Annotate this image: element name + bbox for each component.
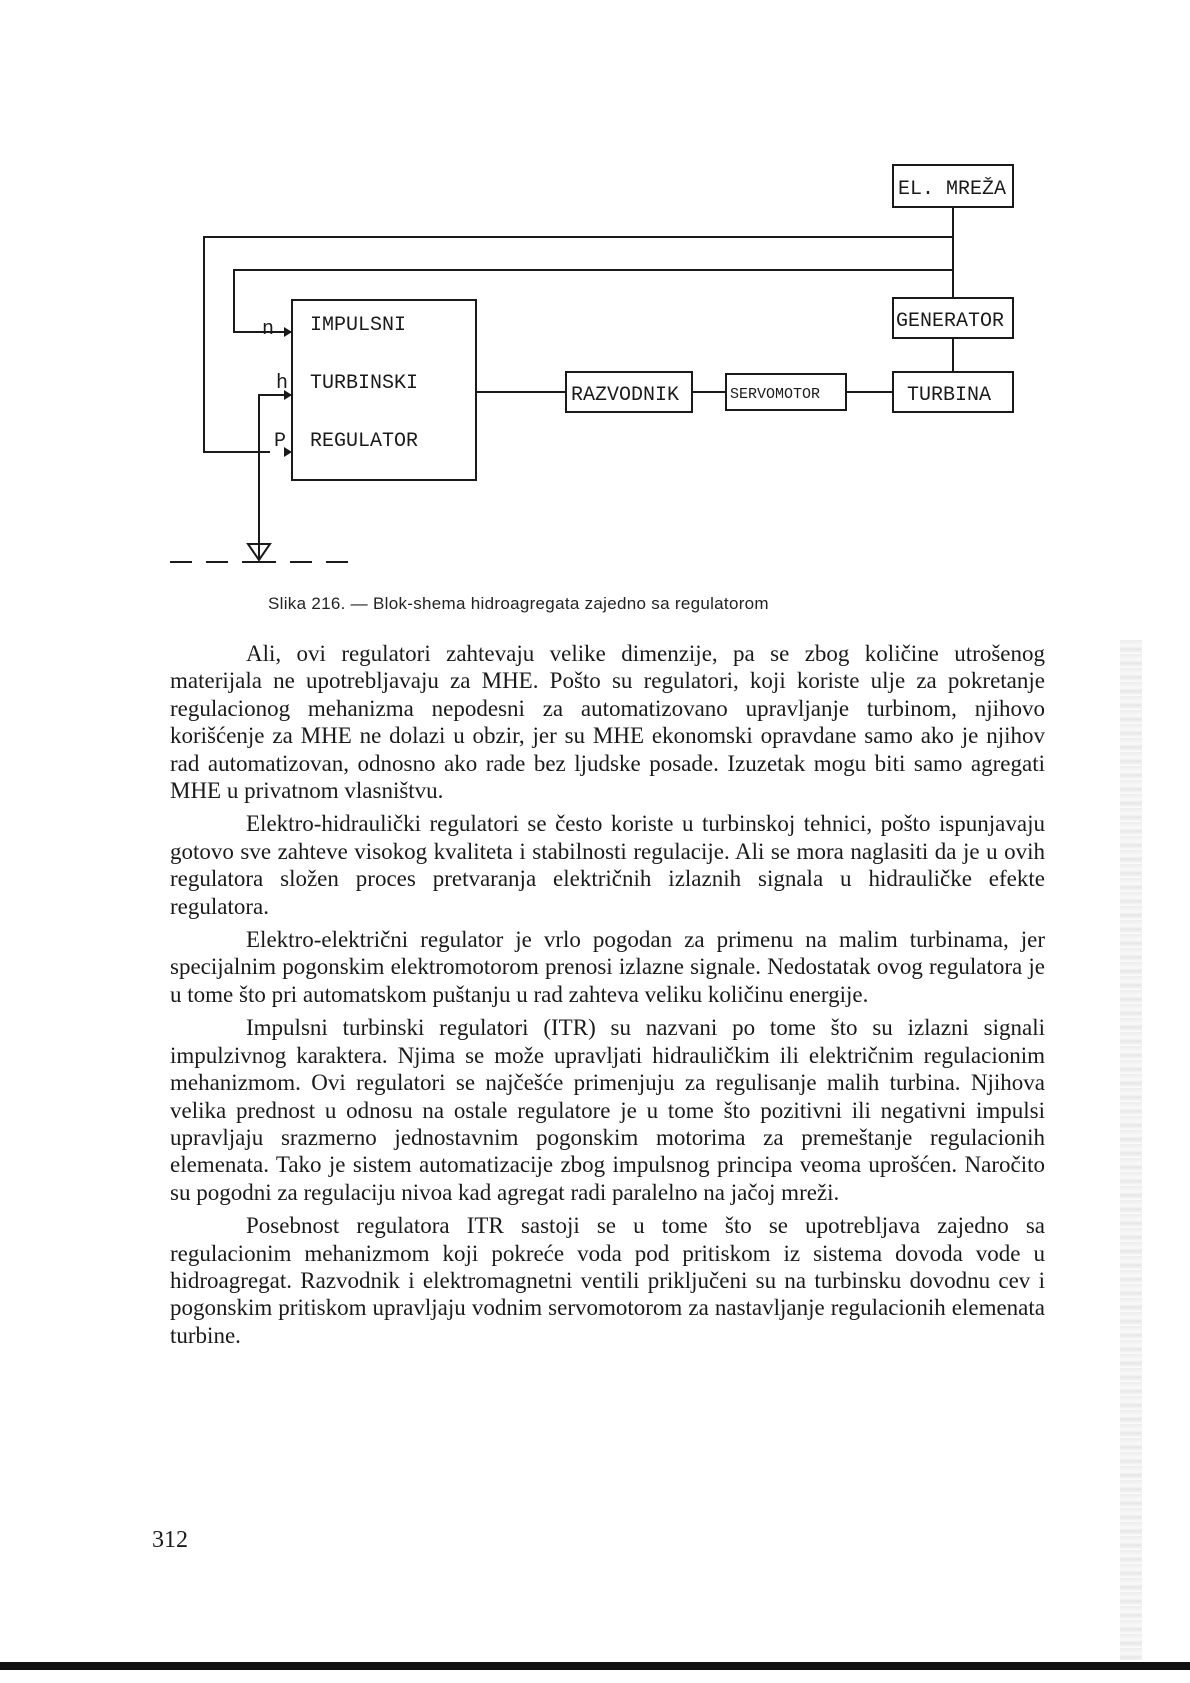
regulator-label-1: IMPULSNI <box>310 314 407 337</box>
page-number: 312 <box>152 1527 188 1553</box>
distributor-label: RAZVODNIK <box>571 384 680 407</box>
turbine-block <box>893 372 1013 412</box>
scan-edge-shadow <box>1120 640 1142 1660</box>
block-diagram <box>0 0 1190 590</box>
input-n-label: n <box>262 318 275 341</box>
input-p-label: P <box>274 430 287 453</box>
turbine-label: TURBINA <box>907 384 992 407</box>
scan-bottom-border <box>0 1662 1190 1670</box>
figure-caption: Slika 216. — Blok-shema hidroagregata zajedno sa regulatorom <box>268 594 769 613</box>
servomotor-block <box>726 374 846 410</box>
grid-label: EL. MREŽA <box>898 178 1007 201</box>
paragraph: Impulsni turbinski regulatori (ITR) su nazvani po tome što su izlazni signali impulzivnog karaktera. Njima se može upravljati hidrauličkim ili električnim regulacionim mehanizmom. Ovi regulatori se najčešće primenjuju za regulisanje malih turbina. Njihova velika prednost u odnosu na ostale regulatore je u tome što pozitivni ili negativni impulsi upravljaju srazmerno jednostavnim pogonskim motorima za premeštanje regulacionih elemenata. Tako je sistem automatizacije zbog impulsnog principa veoma uprošćen. Naročito su pogodni za regulaciju nivoa kad agregat radi paralelno na jačoj mreži. <box>170 1015 1045 1205</box>
grid-block <box>893 165 1013 207</box>
paragraph: Elektro-hidraulički regulatori se često koriste u turbinskoj tehnici, pošto ispunjavaju gotovo sve zahteve visokog kvaliteta i stabilnosti regulacije. Ali se mora naglasiti da je u ovih regulatora složen proces pretvaranja električnih izlaznih signala u hidrauličke efekte regulatora. <box>170 811 1045 919</box>
input-h-label: h <box>276 372 289 395</box>
generator-block <box>893 298 1013 338</box>
body-text <box>170 640 1045 1355</box>
paragraph: Ali, ovi regulatori zahtevaju velike dimenzije, pa se zbog količine utrošenog materijala ne upotrebljavaju za MHE. Pošto su regulatori, koji koriste ulje za pokretanje regulacionog mehanizma nepodesni za automatizovano upravljanje turbinom, njihovo korišćenje za MHE ne dolazi u obzir, jer su MHE ekonomski opravdane samo ako je njihov rad automatizovan, odnosno ako rade bez ljudske posade. Izuzetak mogu biti samo agregati MHE u privatnom vlasništvu. <box>170 641 1045 804</box>
regulator-label-2: TURBINSKI <box>310 372 419 395</box>
servomotor-label: SERVOMOTOR <box>730 386 821 403</box>
distributor-block <box>566 372 692 412</box>
paragraph: Elektro-električni regulator je vrlo pogodan za primenu na malim turbinama, jer specijalnim pogonskim elektromotorom prenosi izlazne signale. Nedostatak ovog regulatora je u tome što pri automatskom puštanju u rad zahteva veliku količinu energije. <box>170 927 1045 1007</box>
regulator-block <box>292 300 476 480</box>
regulator-label-3: REGULATOR <box>310 430 419 453</box>
paragraph: Posebnost regulatora ITR sastoji se u tome što se upotrebljava zajedno sa regulacionim mehanizmom koji pokreće voda pod pritiskom iz sistema dovoda vode u hidroagregat. Razvodnik i elektromagnetni ventili priključeni su na turbinsku dovodnu cev i pogonskim pritiskom upravljaju vodnim servomotorom za nastavljanje regulacionih elemenata turbine. <box>170 1213 1045 1348</box>
generator-label: GENERATOR <box>896 310 1005 333</box>
